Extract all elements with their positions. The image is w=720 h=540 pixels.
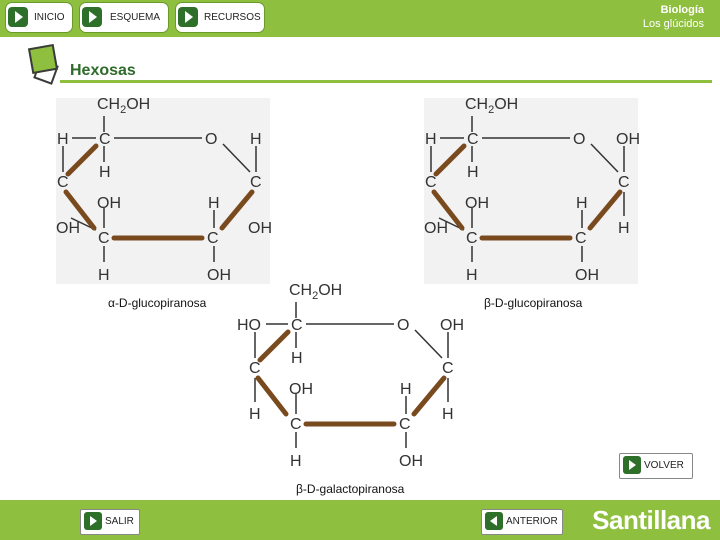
play-icon <box>84 512 102 530</box>
subject-name: Biología <box>660 4 704 16</box>
atom-label: C <box>250 174 262 191</box>
atom-label: C <box>467 131 479 148</box>
inicio-label: INICIO <box>34 12 65 23</box>
atom-label: H <box>208 195 220 212</box>
atom-label: C <box>399 416 411 433</box>
recursos-label: RECURSOS <box>204 12 261 23</box>
play-icon <box>8 7 28 27</box>
title-rule <box>60 80 712 83</box>
atom-label: C <box>618 174 630 191</box>
atom-label: C <box>575 230 587 247</box>
atom-label: H <box>467 164 479 181</box>
atom-label: C <box>249 360 261 377</box>
atom-label: C <box>290 416 302 433</box>
atom-label: OH <box>440 317 464 334</box>
decorative-square-icon <box>28 44 58 74</box>
atom-label: OH <box>616 131 640 148</box>
atom-label: H <box>400 381 412 398</box>
atom-label: $CH_2OH$ <box>97 96 151 116</box>
anterior-label: ANTERIOR <box>506 516 558 527</box>
atom-label: O <box>205 131 218 148</box>
recursos-button[interactable] <box>176 3 264 32</box>
atom-label: OH <box>248 220 272 237</box>
atom-label: HO <box>237 317 261 334</box>
esquema-label: ESQUEMA <box>110 12 161 23</box>
atom-label: OH <box>56 220 80 237</box>
atom-label: C <box>207 230 219 247</box>
atom-label: OH <box>289 381 313 398</box>
beta-galactopyranose-structure <box>232 276 468 472</box>
atom-label: O <box>573 131 586 148</box>
atom-label: O <box>397 317 410 334</box>
atom-label: OH <box>465 195 489 212</box>
atom-label: OH <box>399 453 423 470</box>
back-icon <box>485 512 503 530</box>
alpha-glucopyranose-caption: α-D-glucopiranosa <box>108 296 207 310</box>
salir-button[interactable] <box>80 509 140 535</box>
atom-label: H <box>57 131 69 148</box>
volver-button[interactable] <box>619 453 693 479</box>
beta-galactopyranose-caption: β-D-galactopiranosa <box>296 482 405 496</box>
beta-glucopyranose-caption: β-D-glucopiranosa <box>484 296 583 310</box>
atom-label: H <box>290 453 302 470</box>
section-title: Hexosas <box>70 62 136 79</box>
atom-label: OH <box>97 195 121 212</box>
play-icon <box>623 456 641 474</box>
atom-label: H <box>250 131 262 148</box>
atom-label: H <box>466 267 478 284</box>
salir-label: SALIR <box>105 516 134 527</box>
atom-label: C <box>466 230 478 247</box>
subject-header <box>643 3 704 31</box>
brand-logo: Santillana <box>592 505 710 535</box>
atom-label: C <box>425 174 437 191</box>
atom-label: $CH_2OH$ <box>289 282 343 302</box>
atom-label: C <box>98 230 110 247</box>
atom-label: OH <box>575 267 599 284</box>
atom-label: H <box>576 195 588 212</box>
play-icon <box>82 7 102 27</box>
atom-label: H <box>249 406 261 423</box>
atom-label: C <box>57 174 69 191</box>
volver-label: VOLVER <box>644 460 684 471</box>
atom-label: H <box>291 350 303 367</box>
atom-label: H <box>98 267 110 284</box>
beta-glucopyranose-structure <box>420 90 650 286</box>
inicio-button[interactable] <box>6 3 72 32</box>
anterior-button[interactable] <box>481 509 563 535</box>
topic-name: Los glúcidos <box>642 18 704 30</box>
play-icon <box>178 7 198 27</box>
atom-label: $CH_2OH$ <box>465 96 519 116</box>
atom-label: C <box>99 131 111 148</box>
atom-label: H <box>425 131 437 148</box>
atom-label: C <box>442 360 454 377</box>
atom-label: H <box>442 406 454 423</box>
atom-label: OH <box>207 267 231 284</box>
esquema-button[interactable] <box>80 3 168 32</box>
atom-label: OH <box>424 220 448 237</box>
alpha-glucopyranose-structure <box>52 90 282 286</box>
atom-label: H <box>618 220 630 237</box>
atom-label: H <box>99 164 111 181</box>
atom-label: C <box>291 317 303 334</box>
